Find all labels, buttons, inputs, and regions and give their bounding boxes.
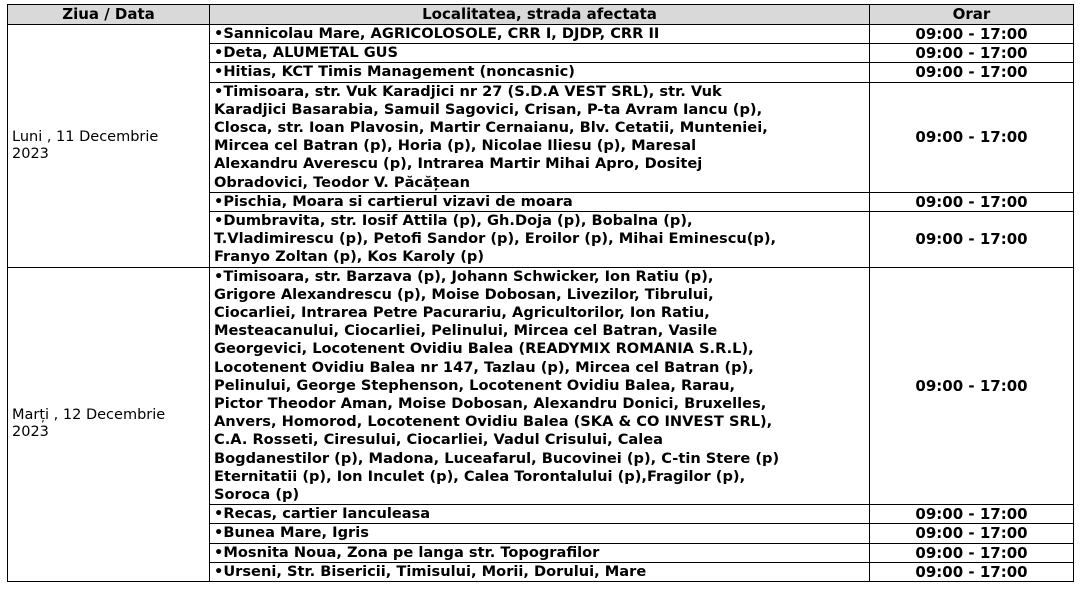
- location-line: Franyo Zoltan (p), Kos Karoly (p): [214, 248, 485, 266]
- location-line: T.Vladimirescu (p), Petofi Sandor (p), Eroilor (p), Mihai Eminescu(p),: [214, 230, 777, 248]
- location-line: •Mosnita Noua, Zona pe langa str. Topografilor: [214, 543, 600, 561]
- location-line: Georgevici, Locotenent Ovidiu Balea (READYMIX ROMANIA S.R.L),: [214, 340, 754, 358]
- location-line: Ciocarliei, Intrarea Petre Pacurariu, Agricultorilor, Ion Ratiu,: [214, 304, 710, 322]
- table-row: [8, 267, 1074, 505]
- location-cell: [210, 192, 870, 211]
- time-cell: 09:00 - 17:00: [870, 82, 1074, 192]
- location-line: •Dumbravita, str. Iosif Attila (p), Gh.Doja (p), Bobalna (p),: [214, 212, 693, 230]
- header-day: Ziua / Data: [8, 5, 210, 25]
- location-line: •Pischia, Moara si cartierul vizavi de moara: [214, 192, 573, 210]
- location-line: Karadjici Basarabia, Samuil Sagovici, Crisan, P-ta Avram Iancu (p),: [214, 100, 763, 118]
- location-line: Closca, str. Ioan Plavosin, Martir Cernaianu, Blv. Cetatii, Munteniei,: [214, 119, 768, 137]
- location-line: Soroca (p): [214, 486, 300, 504]
- location-line: •Timisoara, str. Barzava (p), Johann Schwicker, Ion Ratiu (p),: [214, 267, 714, 285]
- location-line: Bogdanestilor (p), Madona, Luceafarul, Bucovinei (p), C-tin Stere (p): [214, 449, 780, 467]
- location-cell: [210, 505, 870, 524]
- location-line: Mesteacanului, Ciocarliei, Pelinului, Mircea cel Batran, Vasile: [214, 322, 718, 340]
- time-cell: 09:00 - 17:00: [870, 267, 1074, 505]
- location-cell: [210, 212, 870, 268]
- location-line: •Deta, ALUMETAL GUS: [214, 44, 399, 62]
- location-line: •Recas, cartier Ianculeasa: [214, 505, 431, 523]
- location-line: Pictor Theodor Aman, Moise Dobosan, Alexandru Donici, Bruxelles,: [214, 395, 767, 413]
- location-cell: [210, 82, 870, 192]
- day-date-cell: [8, 25, 210, 268]
- time-cell: 09:00 - 17:00: [870, 562, 1074, 581]
- time-cell: 09:00 - 17:00: [870, 44, 1074, 63]
- location-cell: [210, 25, 870, 44]
- day-date-line: Marți , 12 Decembrie: [12, 407, 166, 424]
- location-line: Obradovici, Teodor V. Păcățean: [214, 173, 471, 191]
- location-cell: [210, 524, 870, 543]
- location-cell: [210, 63, 870, 82]
- time-cell: 09:00 - 17:00: [870, 192, 1074, 211]
- location-cell: [210, 543, 870, 562]
- day-date-line: 2023: [12, 145, 49, 162]
- location-cell: [210, 44, 870, 63]
- table-row: [8, 25, 1074, 44]
- location-cell: [210, 267, 870, 505]
- location-line: Eternitatii (p), Ion Inculet (p), Calea Torontalului (p),Fragilor (p),: [214, 467, 746, 485]
- location-line: Pelinului, George Stephenson, Locotenent Ovidiu Balea, Rarau,: [214, 376, 736, 394]
- location-line: •Urseni, Str. Bisericii, Timisului, Morii, Dorului, Mare: [214, 562, 647, 580]
- time-cell: 09:00 - 17:00: [870, 212, 1074, 268]
- location-line: Alexandru Averescu (p), Intrarea Martir Mihai Apro, Dositej: [214, 155, 703, 173]
- location-line: •Sannicolau Mare, AGRICOLOSOLE, CRR I, DJDP, CRR II: [214, 25, 660, 42]
- day-date-cell: [8, 267, 210, 581]
- time-cell: 09:00 - 17:00: [870, 63, 1074, 82]
- location-line: •Hitias, KCT Timis Management (noncasnic): [214, 63, 575, 81]
- time-cell: 09:00 - 17:00: [870, 505, 1074, 524]
- location-line: Locotenent Ovidiu Balea nr 147, Tazlau (p), Mircea cel Batran (p),: [214, 358, 754, 376]
- header-location: Localitatea, strada afectata: [210, 5, 870, 25]
- header-time: Orar: [870, 5, 1074, 25]
- time-cell: 09:00 - 17:00: [870, 25, 1074, 44]
- location-line: C.A. Rosseti, Ciresului, Ciocarliei, Vadul Crisului, Calea: [214, 431, 664, 449]
- location-cell: [210, 562, 870, 581]
- schedule-body: [8, 25, 1074, 582]
- location-line: Grigore Alexandrescu (p), Moise Dobosan, Livezilor, Tibrului,: [214, 285, 714, 303]
- time-cell: 09:00 - 17:00: [870, 524, 1074, 543]
- outage-schedule-table: [7, 4, 1074, 582]
- location-line: •Bunea Mare, Igris: [214, 524, 369, 542]
- location-line: •Timisoara, str. Vuk Karadjici nr 27 (S.D.A VEST SRL), str. Vuk: [214, 82, 722, 100]
- day-date-line: 2023: [12, 424, 49, 441]
- location-line: Mircea cel Batran (p), Horia (p), Nicolae Iliesu (p), Maresal: [214, 137, 697, 155]
- header-row: [8, 5, 1074, 25]
- time-cell: 09:00 - 17:00: [870, 543, 1074, 562]
- day-date-line: Luni , 11 Decembrie: [12, 128, 159, 145]
- location-line: Anvers, Homorod, Locotenent Ovidiu Balea (SKA & CO INVEST SRL),: [214, 413, 773, 431]
